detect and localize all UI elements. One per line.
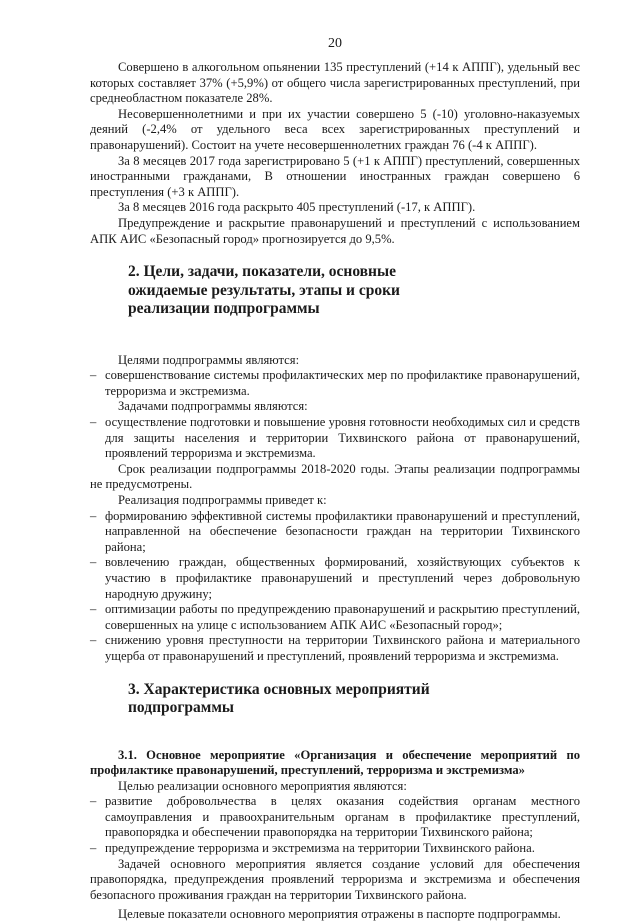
- section-3-heading: [90, 681, 580, 718]
- heading-line: реализации подпрограммы: [128, 300, 320, 318]
- goal-item: – совершенствование системы профилактических мер по профилактике правонарушений, терроризма и экстремизма.: [90, 368, 580, 399]
- heading-line: 3. Характеристика основных мероприятий: [128, 680, 430, 698]
- goal-item: – развитие добровольчества в целях оказания содействия органам местного самоуправления и правоохранительным органам в профилактике преступлений, правопорядка и обеспечении правопорядка на территории Тихвинского района;: [90, 794, 580, 841]
- intro-paragraph: За 8 месяцев 2016 года раскрыто 405 преступлений (-17, к АППГ).: [118, 200, 476, 215]
- document-page: [90, 36, 580, 923]
- sub-heading: 3.1. Основное мероприятие «Организация и обеспечение мероприятий по профилактике правонарушений, преступлений, терроризма и экстремизма»: [90, 747, 580, 778]
- intro-paragraph: Предупреждение и раскрытие правонарушений и преступлений с использованием АПК АИС «Безопасный город» прогнозируется до 9,5%.: [90, 215, 580, 246]
- term-paragraph: Срок реализации подпрограммы 2018-2020 годы. Этапы реализации подпрограммы не предусмотрены.: [90, 461, 580, 492]
- result-item: – вовлечению граждан, общественных формирований, хозяйствующих субъектов к участию в профилактике правонарушений и преступлений через добровольную народную дружину;: [90, 555, 580, 602]
- section-2-heading: [90, 263, 580, 319]
- task-paragraph: Задачей основного мероприятия является создание условий для обеспечения правопорядка, предупреждения проявлений терроризма и экстремизма и обеспечения безопасного проживания граждан на территории Тихвинского района.: [90, 856, 580, 902]
- result-item: – снижению уровня преступности на территории Тихвинского района и материального ущерба от правонарушений и преступлений, проявлений терроризма и экстремизма.: [90, 633, 580, 664]
- results-label: Реализация подпрограммы приведет к:: [118, 492, 327, 507]
- heading-line: 2. Цели, задачи, показатели, основные: [128, 263, 396, 281]
- intro-paragraph: Несовершеннолетними и при их участии совершено 5 (-10) уголовно-наказуемых деяний (-2,4% от удельного веса всех зарегистрированных преступлений и правонарушений). Состоит на учете несовершеннолетних граждан 76 (-4 к АППГ).: [90, 106, 580, 152]
- goals-label: Целями подпрограммы являются:: [118, 352, 300, 367]
- indicators-paragraph: Целевые показатели основного мероприятия отражены в паспорте подпрограммы.: [118, 907, 561, 922]
- goal-item: – предупреждение терроризма и экстремизма на территории Тихвинского района.: [90, 841, 580, 857]
- tasks-label: Задачами подпрограммы являются:: [118, 399, 308, 414]
- goals-label: Целью реализации основного мероприятия являются:: [118, 778, 407, 793]
- result-item: – формированию эффективной системы профилактики правонарушений и преступлений, направленной на обеспечение безопасности граждан на территории Тихвинского района;: [90, 509, 580, 556]
- heading-line: ожидаемые результаты, этапы и сроки: [128, 281, 400, 299]
- task-item: – осуществление подготовки и повышение уровня готовности необходимых сил и средств для защиты населения и территории Тихвинского района от правонарушений, проявлений терроризма и экстремизма.: [90, 415, 580, 462]
- page-number: 20: [328, 36, 342, 51]
- result-item: – оптимизации работы по предупреждению правонарушений и раскрытию преступлений, совершенных на улице с использованием АПК АИС «Безопасный город»;: [90, 602, 580, 633]
- intro-paragraph: За 8 месяцев 2017 года зарегистрировано 5 (+1 к АППГ) преступлений, совершенных иностранными гражданами, В отношении иностранных граждан совершено 6 преступления (+3 к АППГ).: [90, 153, 580, 199]
- intro-paragraph: Совершено в алкогольном опьянении 135 преступлений (+14 к АППГ), удельный вес которых составляет 37% (+5,9%) от общего числа зарегистрированных преступлений, при среднеобластном показателе 28%.: [90, 60, 580, 106]
- heading-line: подпрограммы: [128, 699, 235, 716]
